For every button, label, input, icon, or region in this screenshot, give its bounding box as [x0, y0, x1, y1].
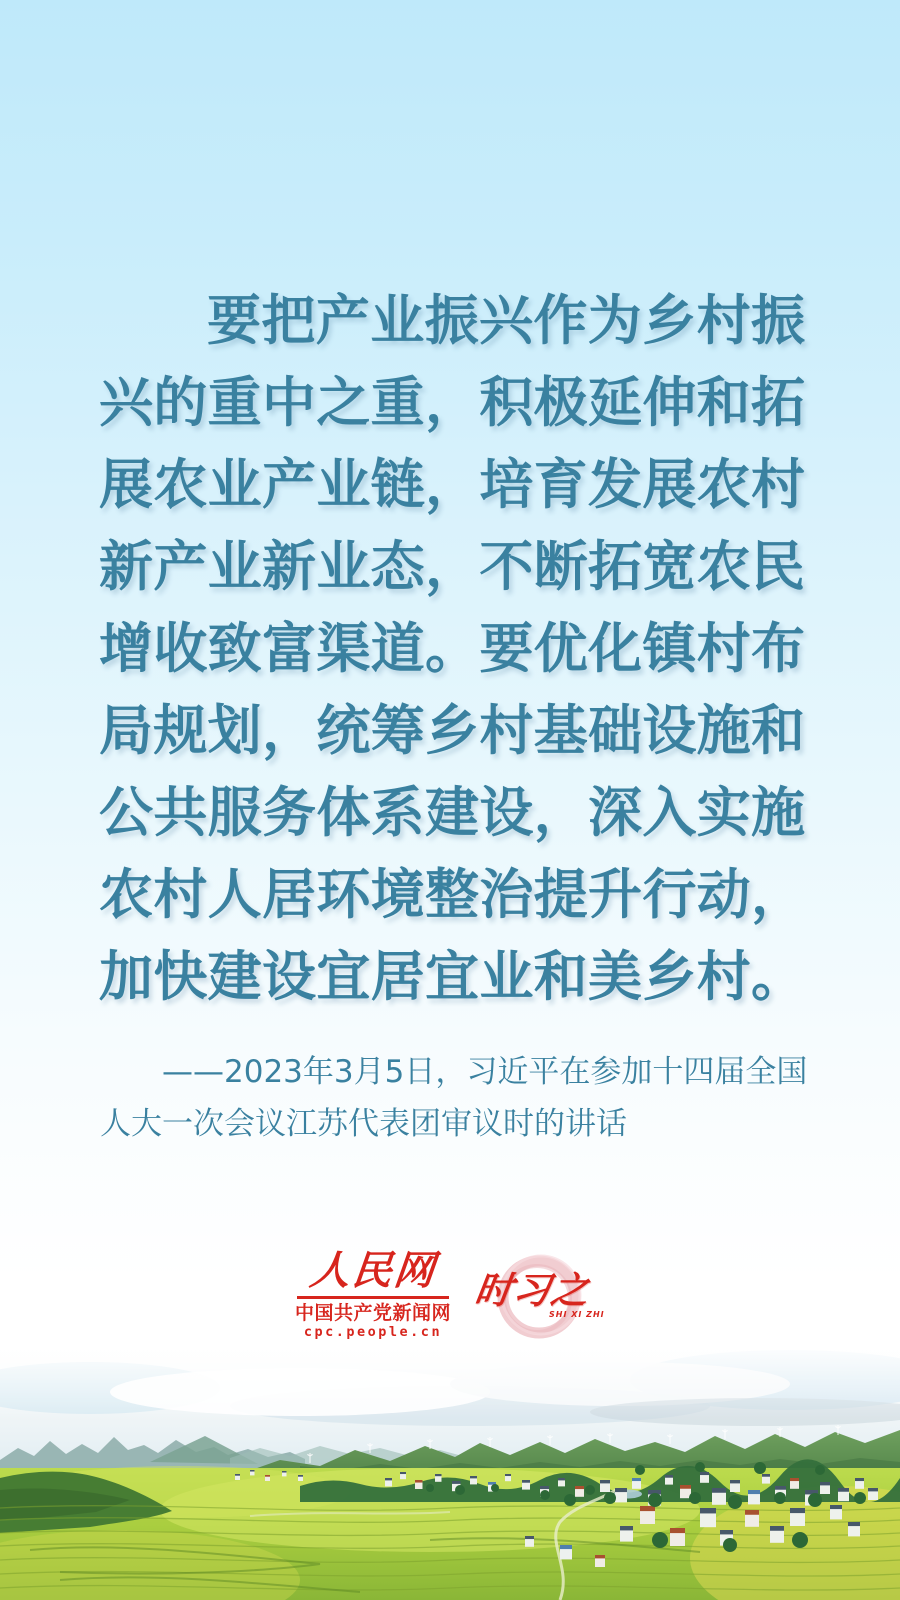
- logo-row: [0, 1248, 900, 1344]
- logo-divider-rule: [297, 1296, 449, 1299]
- shixizhi-logo: [473, 1248, 605, 1344]
- attribution-line: 人大一次会议江苏代表团审议时的讲话: [100, 1106, 627, 1142]
- quote-line: 农村人居环境整治提升行动，: [99, 863, 805, 926]
- quote-text: [99, 280, 805, 1018]
- quote-line: 局规划，统筹乡村基础设施和: [99, 699, 805, 762]
- quote-line: 展农业产业链，培育发展农村: [99, 453, 805, 516]
- quote-line: 要把产业振兴作为乡村振: [207, 289, 805, 352]
- shixizhi-wordmark: 时习之: [472, 1269, 593, 1312]
- landscape-photo: [0, 1340, 900, 1600]
- shixizhi-latin-caption: SHI XI ZHI: [549, 1310, 605, 1319]
- peoples-daily-online-wordmark: 人民网: [307, 1247, 439, 1294]
- quote-attribution: [100, 1046, 812, 1150]
- peoples-daily-online-logo: [295, 1248, 451, 1341]
- quote-line: 兴的重中之重，积极延伸和拓: [99, 371, 805, 434]
- cpc-news-site-name: 中国共产党新闻网: [295, 1302, 452, 1324]
- quote-line: 公共服务体系建设，深入实施: [99, 781, 805, 844]
- quote-line: 加快建设宜居宜业和美乡村。: [99, 945, 805, 1008]
- attribution-line: ——2023年3月5日，习近平在参加十四届全国: [162, 1054, 808, 1090]
- quote-line: 新产业新业态，不断拓宽农民: [99, 535, 805, 598]
- cpc-news-site-url: cpc.people.cn: [303, 1324, 443, 1340]
- quote-line: 增收致富渠道。要优化镇村布: [99, 617, 805, 680]
